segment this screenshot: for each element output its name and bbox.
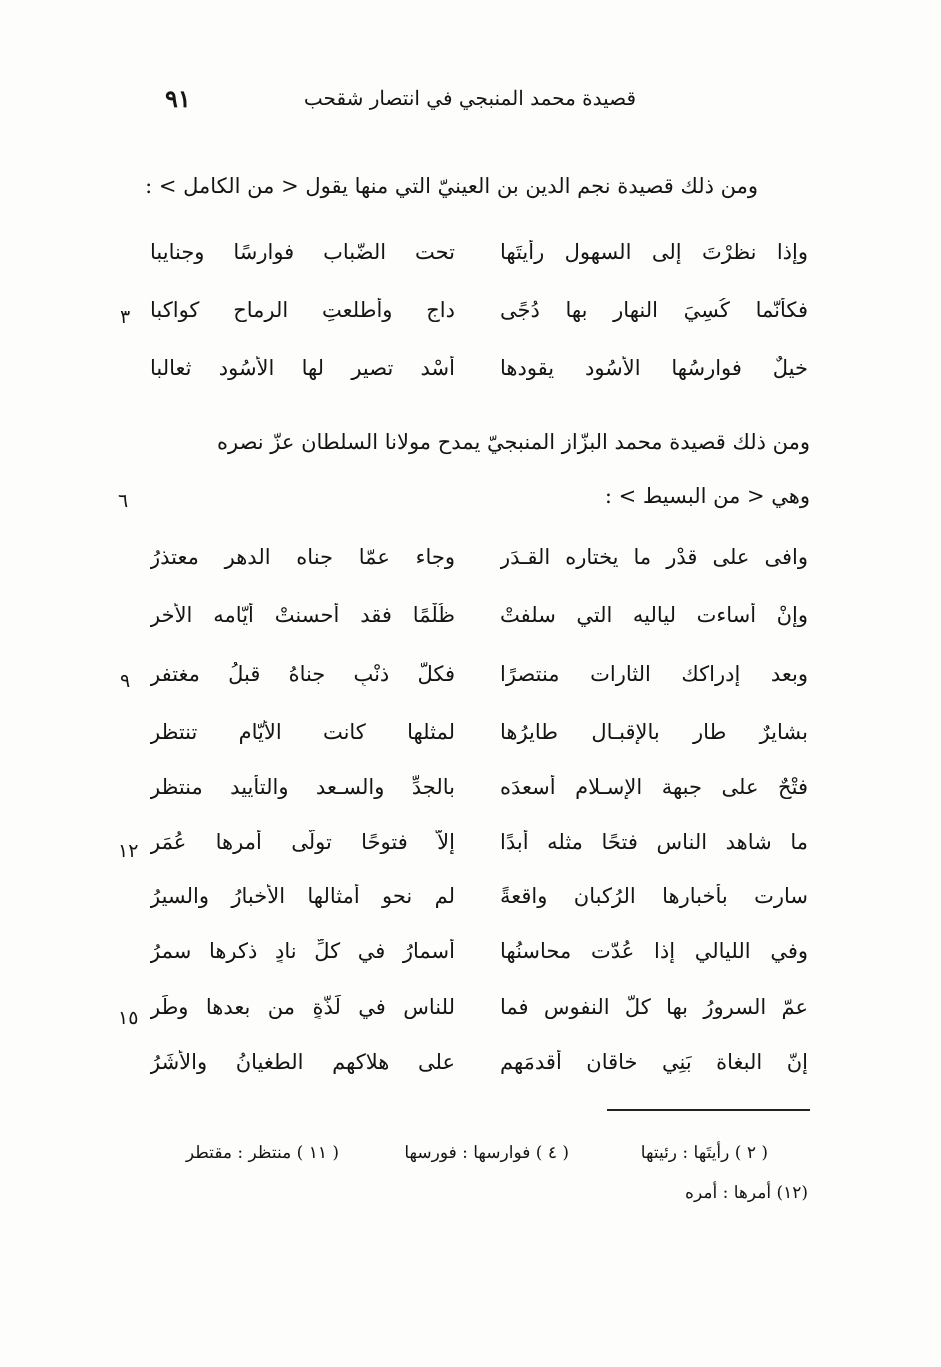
footnote: ( ١١ ) منتظر : مقتطر bbox=[185, 1143, 339, 1163]
intro-line-2: ومن ذلك قصيدة محمد البزّاز المنبجيّ يمدح مولانا السلطان عزّ نصره bbox=[216, 430, 810, 454]
line-number: ١٥ bbox=[118, 1007, 139, 1029]
verse-line bbox=[0, 240, 941, 288]
verse-line bbox=[0, 830, 941, 878]
second-hemistich: بالجدِّ والسـعد والتأييد منتظر bbox=[150, 775, 455, 799]
second-hemistich: للناس في لَذّةٍ من بعدها وطَر bbox=[150, 995, 455, 1019]
line-number: ٦ bbox=[118, 490, 129, 512]
verse-line bbox=[0, 662, 941, 710]
first-hemistich: ما شاهد الناس فتحًا مثله أبدًا bbox=[500, 830, 808, 854]
second-hemistich: لمثلها كانت الأيّام تنتظر bbox=[150, 720, 455, 744]
second-hemistich: لم نحوِ أمثالها الأخبارُ والسيرُ bbox=[150, 884, 455, 908]
verse-line bbox=[0, 298, 941, 346]
running-header-title: قصيدة محمد المنبجي في انتصار شقحب bbox=[303, 86, 637, 110]
verse-line bbox=[0, 356, 941, 404]
first-hemistich: سارت بأخبارها الرُكبان واقعةً bbox=[500, 884, 808, 908]
line-number: ١٢ bbox=[118, 840, 139, 862]
intro-line-3: وهي < من البسيط > : bbox=[604, 484, 810, 508]
first-hemistich: خيلٌ فوارسُها الأسُود يقودها bbox=[500, 356, 808, 380]
second-hemistich: فكلُّ ذنْبٍ جناهُ قبلُ مغتفر bbox=[150, 662, 455, 686]
verse-line bbox=[0, 939, 941, 987]
first-hemistich: بشايرٌ طار بالإقبـال طايرُها bbox=[500, 720, 808, 744]
second-hemistich: وجاء عمّا جناه الدهر معتذرُ bbox=[150, 545, 455, 569]
first-hemistich: وإذا نظرْتَ إلى السهول رأيتَها bbox=[500, 240, 808, 264]
second-hemistich: ظُلْمًا فقد أحسنتْ أيّامه الأُخر bbox=[150, 603, 455, 627]
second-hemistich: تحت الضّباب فوارسًا وجنايبا bbox=[150, 240, 455, 264]
second-hemistich: داجٍ وأطلعتِ الرماح كواكبا bbox=[150, 298, 455, 322]
verse-line bbox=[0, 603, 941, 651]
first-hemistich: فتْحٌ على جبهة الإسـلام أسعدَه bbox=[500, 775, 808, 799]
footnote: (١٢) أمرها : أمره bbox=[685, 1183, 808, 1203]
first-hemistich: وفي الليالي إذا عُدّت محاسنُها bbox=[500, 939, 808, 963]
first-hemistich: وإنْ أساءت لياليه التي سلفتْ bbox=[500, 603, 808, 627]
first-hemistich: فكأنّما كُسِيَ النهار بها دُجًى bbox=[500, 298, 808, 322]
verse-line bbox=[0, 775, 941, 823]
verse-line bbox=[0, 995, 941, 1043]
footnote: ( ٢ ) رأيتَها : رئيتها bbox=[640, 1143, 768, 1163]
second-hemistich: على هلاكهم الطغيانُ والأشَرُ bbox=[150, 1050, 455, 1074]
footnote-divider bbox=[607, 1109, 810, 1111]
second-hemistich: أسمارُ في كلِّ نادٍ ذكرها سمرُ bbox=[150, 939, 455, 963]
verse-line bbox=[0, 720, 941, 768]
verse-line bbox=[0, 884, 941, 932]
first-hemistich: إنّ البغاة بَنِي خاقان أقدمَهم bbox=[500, 1050, 808, 1074]
first-hemistich: وافى على قدْرٍ ما يختاره القـدَر bbox=[500, 545, 808, 569]
first-hemistich: عمّ السرورُ بها كلَّ النفوس فما bbox=[500, 995, 808, 1019]
line-number: ٩ bbox=[120, 670, 131, 692]
verse-line bbox=[0, 1050, 941, 1098]
line-number: ٣ bbox=[120, 306, 131, 328]
second-hemistich: أُسْد تصير لها الأُسُود ثعالبا bbox=[150, 356, 455, 380]
second-hemistich: إلاّ فتوحًا تولّى أمرها عُمَر bbox=[150, 830, 455, 854]
intro-line-1: ومن ذلك قصيدة نجم الدين بن العينيّ التي منها يقول < من الكامل > : bbox=[145, 174, 758, 198]
page-number: ٩١ bbox=[165, 84, 191, 113]
footnote: ( ٤ ) فوارسها : فورسها bbox=[404, 1143, 569, 1163]
verse-line bbox=[0, 545, 941, 593]
first-hemistich: وبعد إدراكك الثارات منتصرًا bbox=[500, 662, 808, 686]
